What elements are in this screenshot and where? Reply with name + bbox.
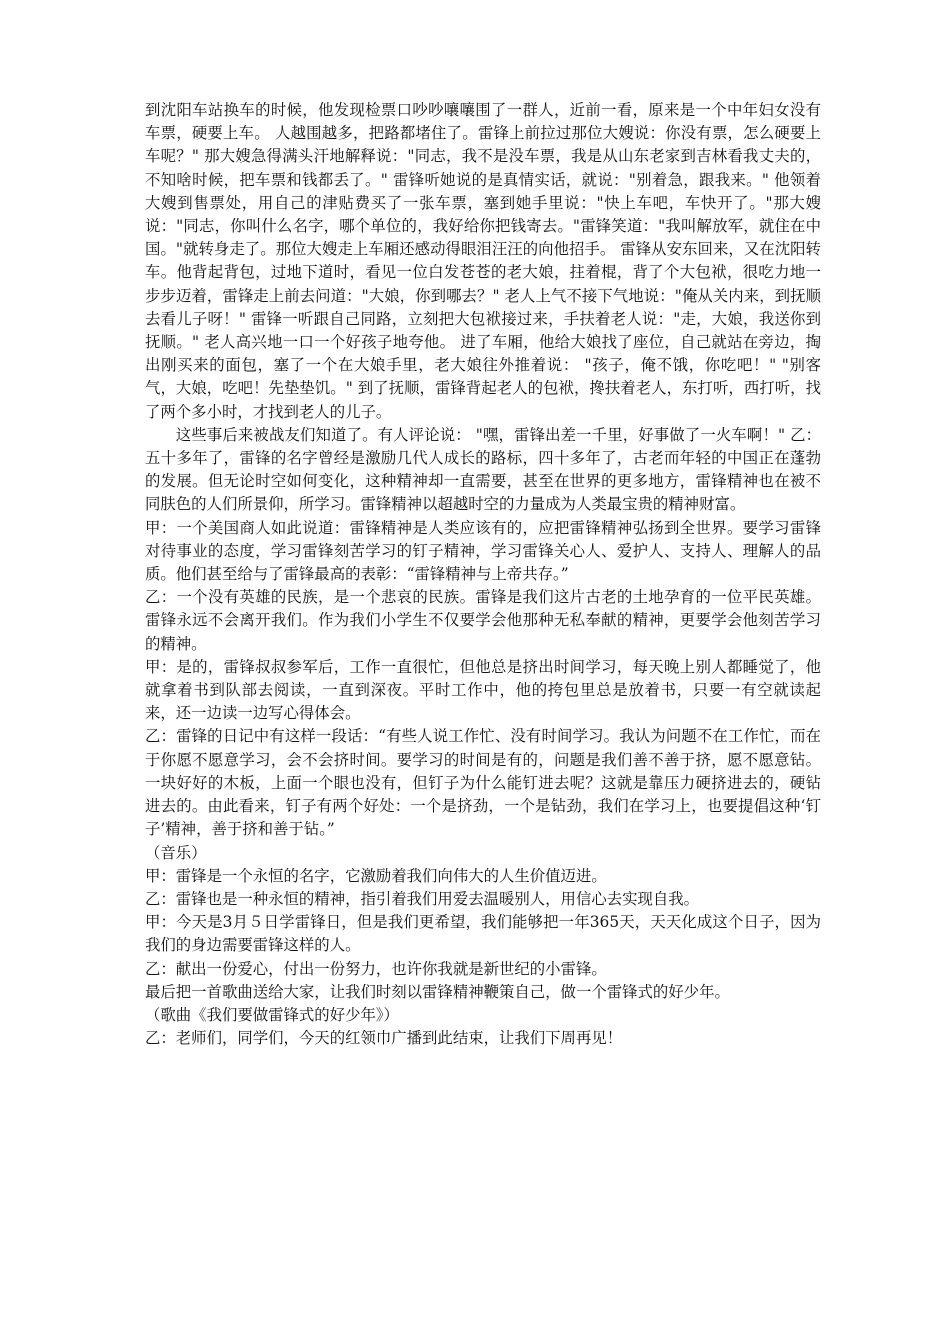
dialogue-jia-1: 甲：一个美国商人如此说道：雷锋精神是人类应该有的，应把雷锋精神弘扬到全世界。要学习雷锋对待事业的态度，学习雷锋刻苦学习的钉子精神，学习雷锋关心人、爱护人、支持人、理解人的品质。他们甚至给与了雷锋最高的表彰：“雷锋精神与上帝共存。”: [145, 518, 821, 584]
dialogue-jia-4: 甲：今天是3月５日学雷锋日，但是我们更希望，我们能够把一年365天，天天化成这个日子，因为我们的身边需要雷锋这样的人。: [145, 913, 821, 955]
document-page: [145, 99, 821, 1050]
story-paragraph: 到沈阳车站换车的时候，他发现检票口吵吵嚷嚷围了一群人，近前一看，原来是一个中年妇女没有车票，硬要上车。 人越围越多，把路都堵住了。雷锋上前拉过那位大嫂说：你没有票，怎么硬要上车呢？" 那大嫂急得满头汗地解释说："同志，我不是没车票，我是从山东老家到吉林看我丈夫的，不知啥时候，把车票和钱都丢了。" 雷锋听她说的是真情实话，就说："别着急，跟我来。" 他领着大嫂到售票处，用自己的津贴费买了一张车票，塞到她手里说："快上车吧，车快开了。"那大嫂说："同志，你叫什么名字，哪个单位的，我好给你把钱寄去。"雷锋笑道："我叫解放军，就住在中国。"就转身走了。那位大嫂走上车厢还感动得眼泪汪汪的向他招手。 雷锋从安东回来，又在沈阳转车。他背起背包，过地下道时，看见一位白发苍苍的老大娘，拄着棍，背了个大包袱，很吃力地一步步迈着，雷锋走上前去问道："大娘，你到哪去？" 老人上气不接下气地说："俺从关内来，到抚顺去看儿子呀！" 雷锋一听跟自己同路，立刻把大包袱接过来，手扶着老人说："走，大娘，我送你到抚顺。" 老人高兴地一口一个好孩子地夸他。 进了车厢，他给大娘找了座位，自己就站在旁边，掏出刚买来的面包，塞了一个在大娘手里，老大娘往外推着说： "孩子，俺不饿，你吃吧！" "别客气，大娘，吃吧！先垫垫饥。" 到了抚顺，雷锋背起老人的包袱，搀扶着老人，东打听，西打听，找了两个多小时，才找到老人的儿子。: [145, 101, 821, 421]
closing-line: 最后把一首歌曲送给大家，让我们时刻以雷锋精神鞭策自己，做一个雷锋式的好少年。: [145, 982, 730, 1001]
stage-direction-song: （歌曲《我们要做雷锋式的好少年》）: [145, 1005, 399, 1024]
stage-direction-music: （音乐）: [145, 843, 207, 862]
dialogue-jia-3: 甲：雷锋是一个永恒的名字，它激励着我们向伟大的人生价值迈进。: [145, 866, 607, 885]
dialogue-yi-3: 乙：雷锋也是一种永恒的精神，指引着我们用爱去温暖别人，用信心去实现自我。: [145, 889, 700, 908]
dialogue-yi-1: 乙：一个没有英雄的民族，是一个悲哀的民族。雷锋是我们这片古老的土地孕育的一位平民英雄。雷锋永远不会离开我们。作为我们小学生不仅要学会他那种无私奉献的精神，更要学会他刻苦学习的精神。: [145, 588, 821, 653]
dialogue-yi-final: 乙：老师们，同学们，今天的红领巾广播到此结束，让我们下周再见！: [145, 1029, 623, 1048]
comment-paragraph: 这些事后来被战友们知道了。有人评论说： "嘿，雷锋出差一千里，好事做了一火车啊！" 乙：五十多年了，雷锋的名字曾经是激励几代人成长的路标，四十多年了，古老而年轻的中国正在蓬勃的发展。但无论时空如何变化，这种精神却一直需要，甚至在世界的更多地方，雷锋精神也在被不同肤色的人们所景仰，所学习。雷锋精神以超越时空的力量成为人类最宝贵的精神财富。: [145, 425, 821, 514]
dialogue-yi-4: 乙：献出一份爱心，付出一份努力，也许你我就是新世纪的小雷锋。: [145, 959, 607, 978]
dialogue-jia-2: 甲：是的，雷锋叔叔参军后，工作一直很忙，但他总是挤出时间学习，每天晚上别人都睡觉了，他就拿着书到队部去阅读，一直到深夜。平时工作中，他的挎包里总是放着书，只要一有空就读起来，还一边读一边写心得体会。: [145, 657, 821, 723]
dialogue-yi-2: 乙：雷锋的日记中有这样一段话：“有些人说工作忙、没有时间学习。我认为问题不在工作忙，而在于你愿不愿意学习，会不会挤时间。要学习的时间是有的，问题是我们善不善于挤，愿不愿意钻。一块好好的木板，上面一个眼也没有，但钉子为什么能钉进去呢？这就是靠压力硬挤进去的，硬钻进去的。由此看来，钉子有两个好处：一个是挤劲，一个是钻劲，我们在学习上，也要提倡这种‘钉子’精神，善于挤和善于钻。”: [145, 727, 821, 839]
